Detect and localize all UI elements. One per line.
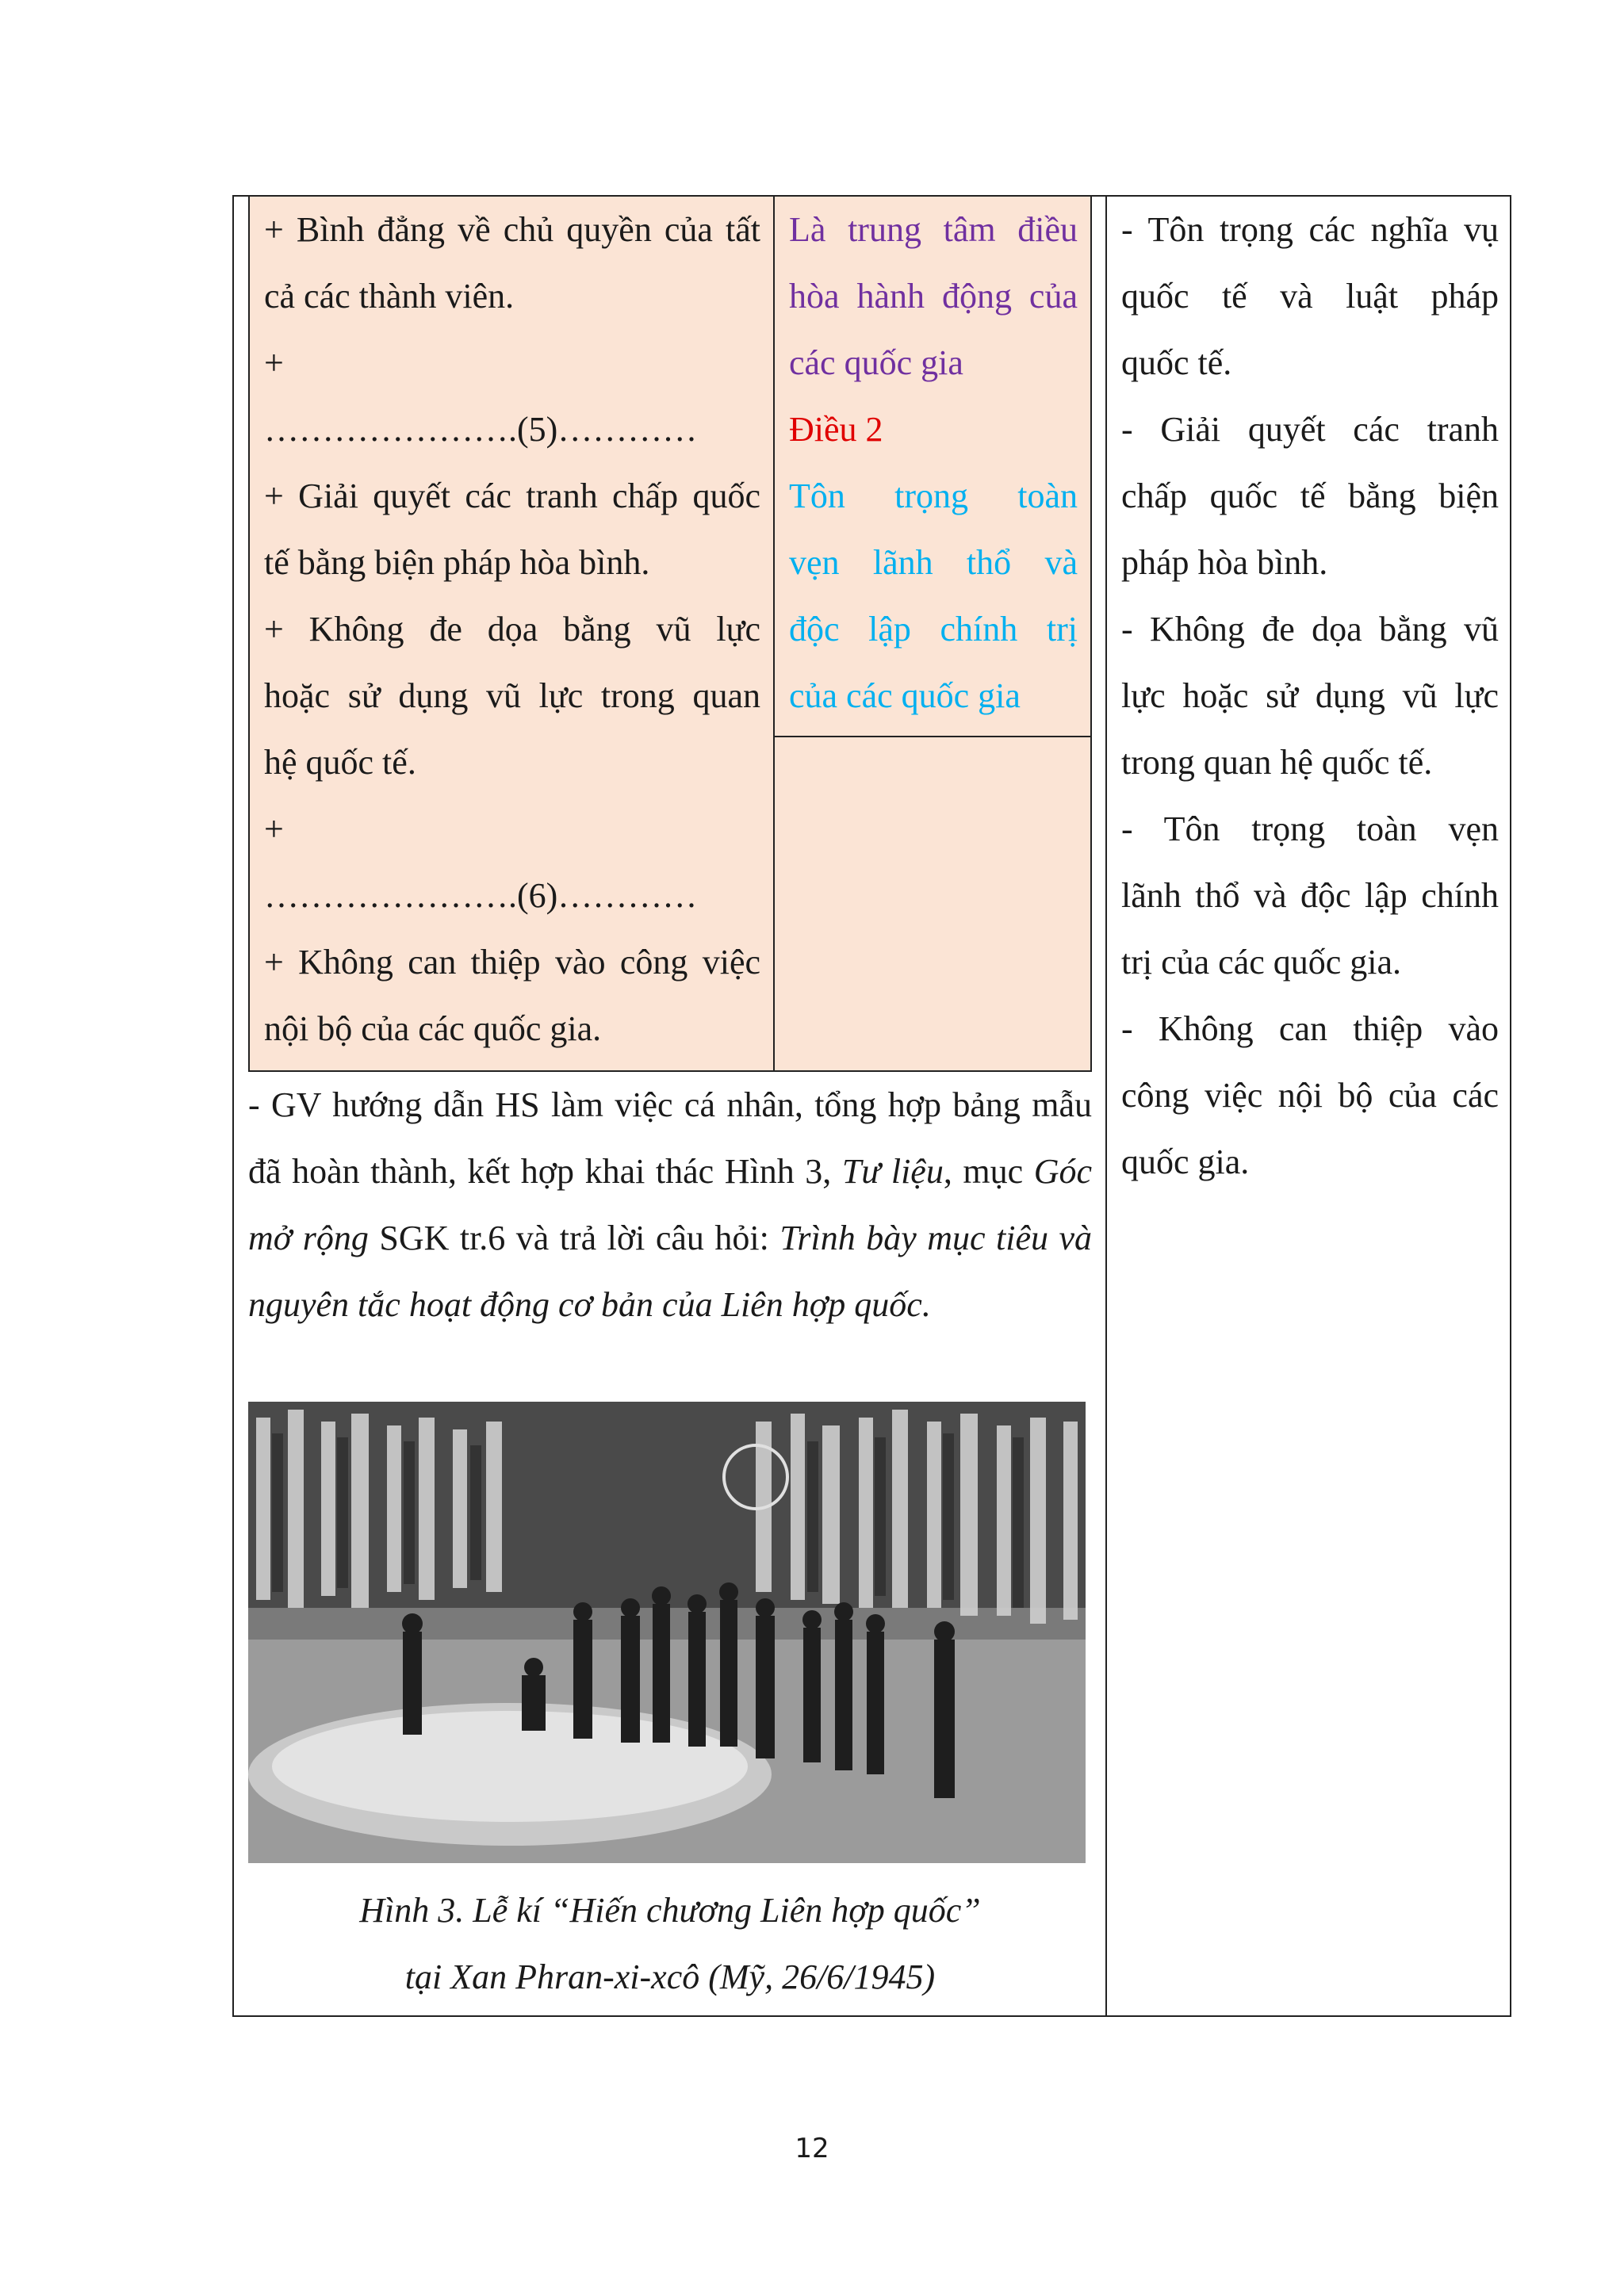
- principle-line: + Không đe dọa bằng vũ lực: [264, 610, 760, 649]
- goal-line: Là trung tâm điều: [789, 210, 1078, 249]
- answer-line: - Không đe dọa bằng vũ: [1121, 610, 1499, 649]
- answer-line: pháp hòa bình.: [1121, 543, 1328, 582]
- answer-line: công việc nội bộ của các: [1121, 1076, 1499, 1115]
- answer-line: trong quan hệ quốc tế.: [1121, 743, 1433, 782]
- principle-line: +: [264, 809, 284, 848]
- answer-column: [1121, 197, 1499, 1196]
- principle-line: +: [264, 343, 284, 382]
- inner-row-divider: [775, 736, 1092, 737]
- goal-line: các quốc gia: [789, 343, 963, 382]
- principle-line: nội bộ của các quốc gia.: [264, 1009, 602, 1048]
- answer-line: - Tôn trọng toàn vẹn: [1121, 809, 1499, 848]
- page-number: 12: [795, 2133, 829, 2164]
- photo-caption: Hình 3. Lễ kí “Hiến chương Liên hợp quốc” tại Xan Phran-xi-xcô (Mỹ, 26/6/1945): [359, 1891, 981, 1996]
- article-line: của các quốc gia: [789, 676, 1021, 715]
- principle-line: + Giải quyết các tranh chấp quốc: [264, 476, 760, 515]
- article-line: vẹn lãnh thổ và: [789, 543, 1078, 582]
- principle-line: hoặc sử dụng vũ lực trong quan: [264, 676, 760, 715]
- answer-line: lực hoặc sử dụng vũ lực: [1121, 676, 1499, 715]
- charter-column: [775, 197, 1092, 736]
- answer-line: lãnh thổ và độc lập chính: [1121, 876, 1499, 915]
- principle-line: + Bình đẳng về chủ quyền của tất: [264, 210, 760, 249]
- answer-line: quốc tế.: [1121, 343, 1232, 382]
- answer-line: chấp quốc tế bằng biện: [1121, 476, 1499, 515]
- answer-line: - Giải quyết các tranh: [1121, 410, 1499, 449]
- teacher-instruction: - GV hướng dẫn HS làm việc cá nhân, tổng hợp bảng mẫu đã hoàn thành, kết hợp khai thác Hình 3, Tư liệu, mục Góc mở rộng SGK tr.6 và trả lời câu hỏi: Trình bày mục tiêu và nguyên tắc hoạt động cơ bản của Liên hợp quốc.: [248, 1085, 1092, 1324]
- principle-line: cả các thành viên.: [264, 277, 515, 316]
- principle-line: tế bằng biện pháp hòa bình.: [264, 543, 650, 582]
- goal-line: hòa hành động của: [789, 277, 1078, 316]
- answer-line: quốc tế và luật pháp: [1121, 277, 1499, 316]
- column-divider: [1105, 197, 1107, 2015]
- answer-line: quốc gia.: [1121, 1142, 1250, 1181]
- article-line: Tôn trọng toàn: [789, 476, 1078, 515]
- content-table: [232, 195, 1511, 2017]
- principles-column: [264, 197, 760, 1062]
- template-table: [248, 197, 1092, 1072]
- blank-5: ………………….(5)…………: [264, 410, 698, 449]
- blank-6: ………………….(6)…………: [264, 876, 698, 915]
- charter-signing-photo: [248, 1402, 1086, 1863]
- answer-line: - Tôn trọng các nghĩa vụ: [1121, 210, 1499, 249]
- article-line: độc lập chính trị: [789, 610, 1078, 649]
- answer-line: trị của các quốc gia.: [1121, 943, 1402, 982]
- principle-line: + Không can thiệp vào công việc: [264, 943, 760, 982]
- answer-line: - Không can thiệp vào: [1121, 1009, 1499, 1048]
- article-heading: Điều 2: [789, 410, 883, 449]
- principle-line: hệ quốc tế.: [264, 743, 416, 782]
